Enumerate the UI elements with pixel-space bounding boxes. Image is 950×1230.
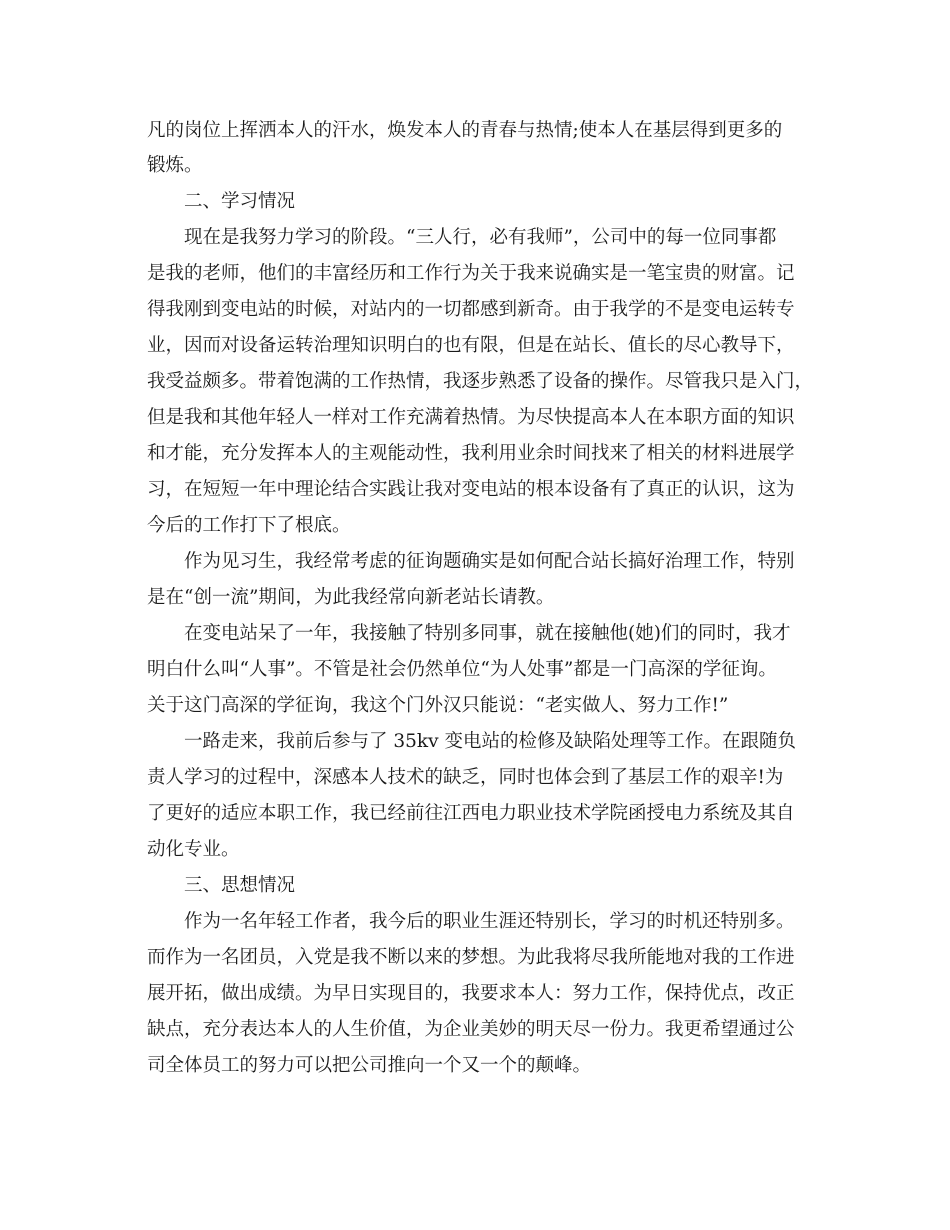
text-line: 是在“创一流”期间，为此我经常向新老站长请教。 (147, 587, 555, 608)
text-line: 锻炼。 (147, 155, 203, 176)
text-line: 习，在短短一年中理论结合实践让我对变电站的根本设备有了真正的认识，这为 (147, 479, 795, 500)
text-line: 责人学习的过程中，深感本人技术的缺乏，同时也体会到了基层工作的艰辛!为 (147, 767, 784, 788)
paragraph-first-line: 在变电站呆了一年，我接触了特别多同事，就在接触他(她)们的同时，我才 (184, 623, 791, 644)
section-heading: 三、思想情况 (184, 875, 296, 896)
text-line: 明白什么叫“人事”。不管是社会仍然单位“为人处事”都是一门高深的学征询。 (147, 659, 777, 680)
text-line: 了更好的适应本职工作，我已经前往江西电力职业技术学院函授电力系统及其自 (147, 803, 795, 824)
paragraph-first-line: 作为见习生，我经常考虑的征询题确实是如何配合站长搞好治理工作，特别 (184, 551, 795, 572)
text-line: 而作为一名团员，入党是我不断以来的梦想。为此我将尽我所能地对我的工作进 (147, 947, 795, 968)
text-line: 但是我和其他年轻人一样对工作充满着热情。为尽快提高本人在本职方面的知识 (147, 407, 795, 428)
paragraph-first-line: 现在是我努力学习的阶段。“三人行，必有我师”，公司中的每一位同事都 (184, 227, 777, 248)
paragraph-first-line: 作为一名年轻工作者，我今后的职业生涯还特别长，学习的时机还特别多。 (184, 911, 795, 932)
text-line: 凡的岗位上挥洒本人的汗水，焕发本人的青春与热情;使本人在基层得到更多的 (147, 120, 783, 141)
text-line: 今后的工作打下了根底。 (147, 515, 351, 536)
text-line: 缺点，充分表达本人的人生价值，为企业美妙的明天尽一份力。我更希望通过公 (147, 1019, 795, 1040)
text-line: 展开拓，做出成绩。为早日实现目的，我要求本人：努力工作，保持优点，改正 (147, 983, 795, 1004)
section-heading: 二、学习情况 (184, 191, 296, 212)
text-line: 和才能，充分发挥本人的主观能动性，我利用业余时间找来了相关的材料进展学 (147, 443, 795, 464)
text-line: 关于这门高深的学征询，我这个门外汉只能说：“老实做人、努力工作!” (147, 695, 729, 716)
text-line: 得我刚到变电站的时候，对站内的一切都感到新奇。由于我学的不是变电运转专 (147, 299, 795, 320)
text-line: 动化专业。 (147, 839, 240, 860)
text-line: 司全体员工的努力可以把公司推向一个又一个的颠峰。 (147, 1055, 592, 1076)
text-line: 我受益颇多。带着饱满的工作热情，我逐步熟悉了设备的操作。尽管我只是入门， (147, 371, 814, 392)
text-line: 业，因而对设备运转治理知识明白的也有限，但是在站长、值长的尽心教导下， (147, 335, 795, 356)
text-line: 是我的老师，他们的丰富经历和工作行为关于我来说确实是一笔宝贵的财富。记 (147, 263, 795, 284)
paragraph-first-line: 一路走来，我前后参与了 35kv 变电站的检修及缺陷处理等工作。在跟随负 (184, 731, 796, 752)
